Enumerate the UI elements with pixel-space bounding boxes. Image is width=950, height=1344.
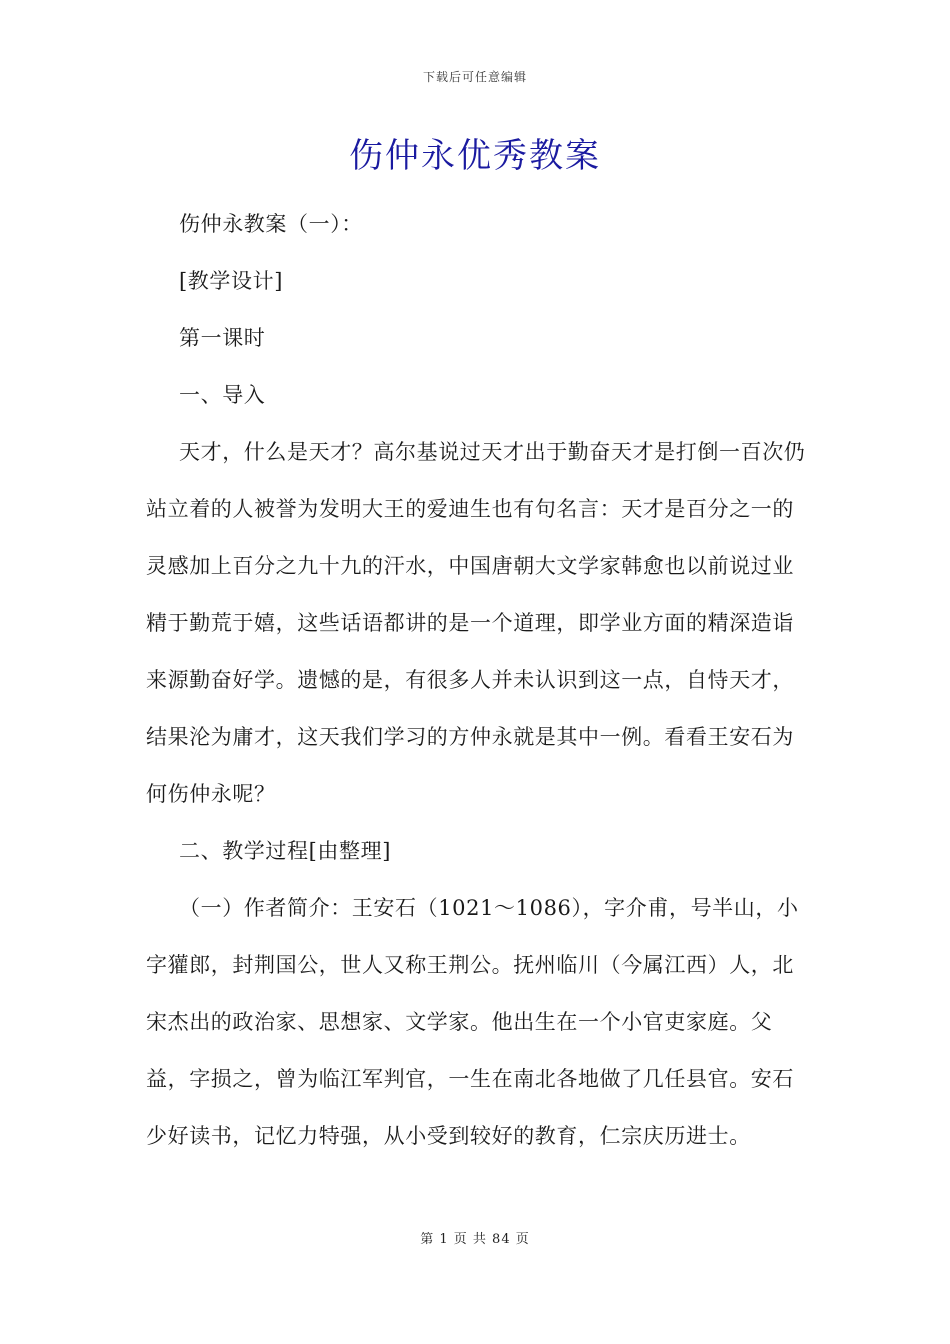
section-introduction-heading: 一、导入 (179, 383, 266, 407)
header-note: 下载后可任意编辑 (422, 70, 527, 84)
section-first-lesson: 第一课时 (179, 326, 266, 350)
author-intro-paragraph: （一）作者简介：王安石（1021～1086），字介甫，号半山，小字獾郎，封荆国公，世人又称王荆公。抚州临川（今属江西）人，北宋杰出的政治家、思想家、文学家。他出生在一个小官吏家庭。父益，字损之，曾为临江军判官，一生在南北各地做了几任县官。安石少好读书，记忆力特强，从小受到较好的教育，仁宗庆历进士。 (146, 896, 799, 1148)
document-title: 伤仲永优秀教案 (349, 136, 601, 176)
document-body (146, 196, 812, 1165)
introduction-paragraph: 天才，什么是天才？高尔基说过天才出于勤奋天才是打倒一百次仍站立着的人被誉为发明大王的爱迪生也有句名言：天才是百分之一的灵感加上百分之九十九的汗水，中国唐朝大文学家韩愈也以前说过业精于勤荒于嬉，这些话语都讲的是一个道理，即学业方面的精深造诣来源勤奋好学。遗憾的是，有很多人并未认识到这一点，自恃天才，结果沦为庸才，这天我们学习的方仲永就是其中一例。看看王安石为何伤仲永呢？ (146, 440, 806, 806)
page-number-footer: 第 1 页 共 84 页 (420, 1232, 530, 1247)
lesson-plan-heading: 伤仲永教案（一）： (179, 212, 363, 236)
section-teaching-process-heading: 二、教学过程[由整理] (179, 839, 391, 863)
section-teaching-design: [教学设计] (179, 269, 283, 293)
